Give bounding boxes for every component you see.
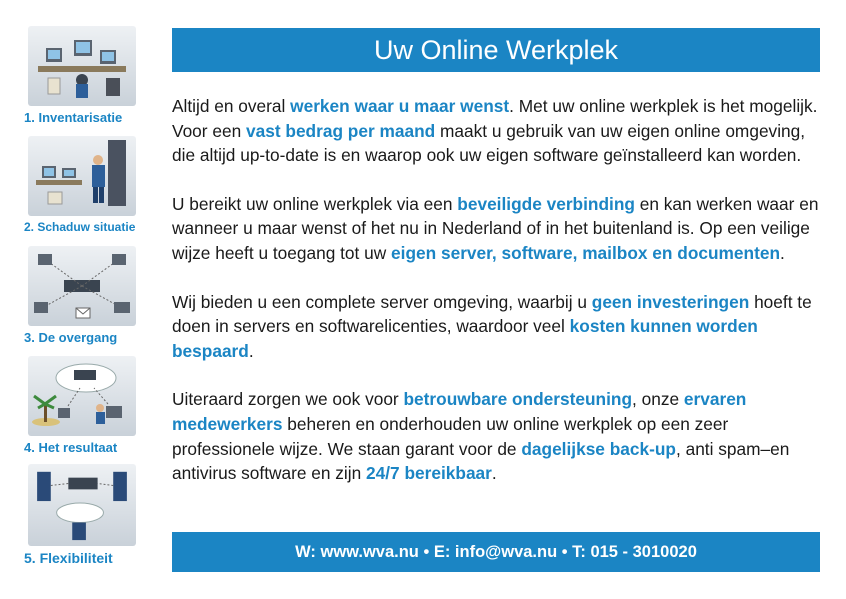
highlight: 24/7 bereikbaar (366, 463, 492, 484)
page-title: Uw Online Werkplek (172, 28, 820, 72)
step-label: 1. Inventarisatie (24, 110, 123, 125)
paragraph-intro (172, 94, 822, 168)
highlight: ervaren medewerkers (172, 389, 747, 434)
text: , anti spam–en antivirus software en zijn (172, 438, 790, 484)
paragraph-access (172, 192, 822, 266)
text: Wij bieden u een complete server omgeving, waarbij u (172, 291, 592, 312)
contact-footer: W: www.wva.nu • E: info@wva.nu • T: 015 - 3010020 (172, 532, 820, 572)
paragraph-costs (172, 290, 822, 364)
main-content (172, 94, 822, 510)
highlight: beveiligde verbinding (457, 193, 635, 214)
text: Uiteraard zorgen we ook voor (172, 389, 404, 410)
text: . (780, 242, 785, 263)
cloud-result-illustration-icon (28, 356, 136, 436)
technician-server-illustration-icon (28, 136, 136, 216)
highlight: geen investeringen (591, 291, 750, 312)
paragraph-support (172, 387, 822, 485)
highlight: betrouwbare ondersteuning (403, 389, 633, 410)
step-label: 5. Flexibiliteit (24, 550, 113, 566)
step-label: 4. Het resultaat (24, 440, 118, 455)
text: Altijd en overal (172, 96, 291, 116)
text: . Met uw online werkplek is het mogelijk. Voor een (172, 96, 818, 141)
office-inventory-illustration-icon (28, 26, 136, 106)
step-label: 2. Schaduw situatie (24, 220, 136, 234)
highlight: dagelijkse back-up (521, 438, 676, 459)
highlight: werken waar u maar wenst (290, 96, 510, 116)
step-label: 3. De overgang (24, 330, 118, 345)
text: hoeft te doen in servers en softwarelicenties, waardoor veel (172, 291, 812, 337)
highlight: vast bedrag per maand (246, 120, 436, 141)
network-transition-illustration-icon (28, 246, 136, 326)
text: , onze (632, 389, 684, 410)
text: beheren en onderhouden uw online werkplek op een zeer professionele wijze. We staan garant voor de (172, 413, 729, 459)
highlight: kosten kunnen worden bespaard (172, 316, 758, 361)
flexibility-illustration-icon (28, 464, 136, 546)
text: maakt u gebruik van uw eigen online omgeving, die altijd up-to-date is en waarop ook uw eigen software geïnstalleerd kan worden. (172, 120, 806, 166)
text: en kan werken waar en wanneer u maar wenst of het nu in Nederland of in het buitenland is. Op een veilige wijze heeft u toegang tot uw (172, 193, 819, 263)
text: . (491, 463, 497, 484)
text: . (248, 340, 254, 361)
highlight: eigen server, software, mailbox en documenten (391, 242, 781, 263)
text: U bereikt uw online werkplek via een (172, 193, 458, 214)
